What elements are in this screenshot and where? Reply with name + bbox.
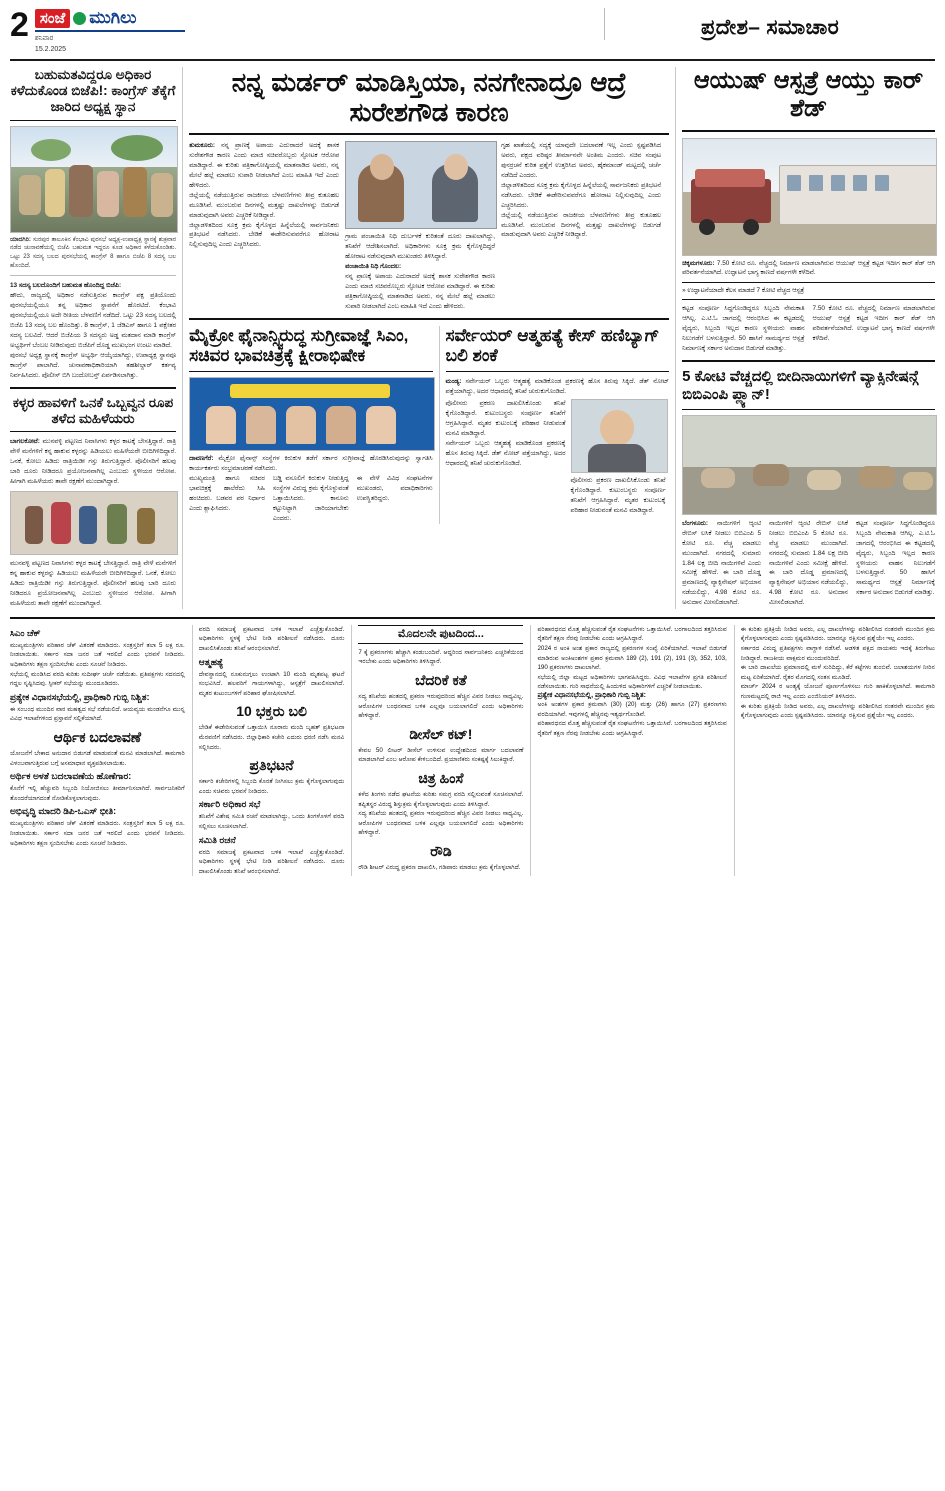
mid-right-c2b: ಪೊಲೀಸರು ಪ್ರಕರಣ ದಾಖಲಿಸಿಕೊಂಡು ತನಿಖೆ ಕೈಗೊಂಡಿದ್ದಾರೆ. ಕುಟುಂಬಸ್ಥರು ಸಂಪೂರ್ಣ ತನಿಖೆಗೆ ಆಗ್ರಹಿಸಿದ್ದಾರೆ. ಮೃತರ ಕುಟುಂಬಕ್ಕೆ ಪರಿಹಾರ ನೀಡುವಂತೆ ಮನವಿ ಮಾಡಿದ್ದಾರೆ. (570, 477, 666, 514)
main-col-1 (189, 141, 339, 311)
masthead-rule (35, 30, 185, 32)
photo-kembhavi-crowd (10, 126, 178, 233)
bottom-4-body-3: ಅಂಕಿ ಅಂಶಗಳ ಪ್ರಕಾರ ಕ್ರಮವಾಗಿ (30) (20) ಮತ್ತು (26) ಹಾಗೂ (27) ಪ್ರಕರಣಗಳು ವರದಿಯಾಗಿವೆ. ಇವುಗಳಲ್ಲಿ ಹೆಚ್ಚಿನವು ಇತ್ಯರ್ಥಗೊಂಡಿವೆ. (537, 700, 727, 718)
bottom-col-3-continued (351, 625, 523, 877)
right-lead (682, 259, 935, 279)
divider (10, 275, 176, 276)
bottom-2-body-5: ವರದಿ ಸಮಾಜಕ್ಕೆ ಪ್ರಕಟವಾದ ಬಳಿಕ ಇಲಾಖೆ ಎಚ್ಚೆತ್ತುಕೊಂಡಿದೆ. ಅಧಿಕಾರಿಗಳು ಸ್ಥಳಕ್ಕೆ ಭೇಟಿ ನೀಡಿ ಪರಿಶೀಲನೆ ನಡೆಸಿದರು. ದೂರು ದಾಖಲಿಸಿಕೊಂಡು ತನಿಖೆ ಆರಂಭಿಸಲಾಗಿದೆ. (198, 848, 345, 875)
right-headline: ಆಯುಷ್ ಆಸ್ಪತ್ರೆ ಆಯ್ತು ಕಾರ್ ಶೆಡ್ (693, 66, 924, 123)
bottom-4-body-0: ಪರಿಹಾರಧನದ ಮೊತ್ತ ಹೆಚ್ಚಿಸುವಂತೆ ರೈತ ಸಂಘಟನೆಗಳು ಒತ್ತಾಯಿಸಿವೆ. ಬರಗಾಲದಿಂದ ತತ್ತರಿಸಿರುವ ರೈತರಿಗೆ ತಕ್ಷಣ ನೆರವು ನೀಡಬೇಕು ಎಂದು ಆಗ್ರಹಿಸಿದ್ದಾರೆ. (537, 625, 727, 643)
mid-right-c1: ಸರ್ವೇಯರ್ ಒಬ್ಬರು ಆತ್ಮಹತ್ಯೆ ಮಾಡಿಕೊಂಡ ಪ್ರಕರಣಕ್ಕೆ ಹೊಸ ತಿರುವು ಸಿಕ್ಕಿದೆ. ಡೆತ್ ನೋಟ್ ಪತ್ತೆಯಾಗಿದ್ದು, ಅದರ ಆಧಾರದಲ್ಲಿ ತನಿಖೆ ಚುರುಕುಗೊಂಡಿದೆ. (445, 378, 670, 396)
continued-head-2: ಚಿತ್ರ ಹಿಂಸೆ (418, 769, 464, 786)
mid-left-story (189, 326, 432, 524)
bottom-2-body-0: ವರದಿ ಸಮಾಜಕ್ಕೆ ಪ್ರಕಟವಾದ ಬಳಿಕ ಇಲಾಖೆ ಎಚ್ಚೆತ್ತುಕೊಂಡಿದೆ. ಅಧಿಕಾರಿಗಳು ಸ್ಥಳಕ್ಕೆ ಭೇಟಿ ನೀಡಿ ಪರಿಶೀಲನೆ ನಡೆಸಿದರು. ದೂರು ದಾಖಲಿಸಿಕೊಂಡು ತನಿಖೆ ಆರಂಭಿಸಲಾಗಿದೆ. (198, 625, 345, 652)
right-body-2b: 7.50 ಕೋಟಿ ರೂ. ವೆಚ್ಚದಲ್ಲಿ ನಿರ್ಮಾಣ ಮಾಡಲಾಗಿರುವ ಆಯುಷ್ ಆಸ್ಪತ್ರೆ ಕಟ್ಟಡ ಇದೀಗ ಕಾರ್ ಶೆಡ್ ಆಗಿ ಪರಿವರ್ತನೆಯಾಗಿದೆ. ಉದ್ಘಾಟನೆ ಭಾಗ್ಯ ಕಾಣದೆ ವರ್ಷಗಳೇ ಕಳೆದಿವೆ. (812, 305, 935, 343)
main-para-4: ನನ್ನ ಪ್ರಾಣಕ್ಕೆ ಅಪಾಯ ಎದುರಾದರೆ ಅದಕ್ಕೆ ಶಾಸಕ ಸುರೇಶಗೌಡ ಕಾರಣ ಎಂದು ಮಾಜಿ ಸಚಿವರೊಬ್ಬರು ಸ್ಫೋಟಕ ಆರೋಪ ಮಾಡಿದ್ದಾರೆ. ಈ ಕುರಿತು ಪತ್ರಿಕಾಗೋಷ್ಠಿಯಲ್ಲಿ ಮಾತನಾಡಿದ ಅವರು, ನನ್ನ ಮೇಲೆ ಹಲ್ಲೆ ಮಾಡಲು ಸುಪಾರಿ ನೀಡಲಾಗಿದೆ ಎಂಬ ಮಾಹಿತಿ ಇದೆ ಎಂದು ಹೇಳಿದರು. (345, 272, 496, 310)
mid-right-body (446, 399, 670, 516)
bottom-col-2 (192, 625, 345, 877)
bottom-2-body-2: ಬೇಡಿಕೆ ಈಡೇರಿಸುವಂತೆ ಒತ್ತಾಯಿಸಿ ನೂರಾರು ಮಂದಿ ಬೃಹತ್ ಪ್ರತಿಭಟನಾ ಮೆರವಣಿಗೆ ನಡೆಸಿದರು. ಜಿಲ್ಲಾಧಿಕಾರಿ ಕಚೇರಿ ಎದುರು ಧರಣಿ ನಡೆಸಿ ಮನವಿ ಸಲ್ಲಿಸಿದರು. (198, 724, 345, 751)
main-dateline: ತುಮಕೂರು: (189, 142, 216, 150)
logo-dot-icon (73, 12, 86, 25)
continued-body-2: ಕಳೆದ ತಿಂಗಳು ನಡೆದ ಘಟನೆಯ ಕುರಿತು ಸಮಗ್ರ ವರದಿ ಸಲ್ಲಿಸುವಂತೆ ಸೂಚಿಸಲಾಗಿದೆ. ತಪ್ಪಿತಸ್ಥರ ವಿರುದ್ಧ ಶಿಸ್ತುಕ್ರಮ ಕೈಗೊಳ್ಳಲಾಗುವುದು ಎಂದು ತಿಳಿಸಿದ್ದಾರೆ. (358, 790, 524, 808)
photo-ayush-hospital (682, 138, 937, 256)
logo-mugilu: ಮುಗಿಲು (89, 8, 137, 27)
divider (189, 133, 669, 135)
center-column (182, 67, 669, 609)
bottom-col-5 (734, 625, 935, 877)
bottom-1-body-1: ಈ ಸಂಬಂಧ ಮುಂದಿನ ವಾರ ಮಹತ್ವದ ಸಭೆ ನಡೆಯಲಿದೆ. ಆಯವ್ಯಯ ಮಂಡನೆಗೂ ಮುನ್ನ ವಿವಿಧ ಇಲಾಖೆಗಳಿಂದ ಪ್ರಸ್ತಾವನೆ ಸಲ್ಲಿಕೆಯಾಗಿದೆ. (10, 705, 185, 723)
mid-left-c2: ಮುಖ್ಯಮಂತ್ರಿ ಹಾಗೂ ಸಚಿವರ ಭಾವಚಿತ್ರಕ್ಕೆ ಹಾಲೆರೆದು ಸಿಹಿ ಹಂಚಿದರು. ಬಡವರ ಪರ ನಿರ್ಧಾರ ಎಂದು ಶ್ಲಾಘಿಸಿದರು. (189, 475, 265, 512)
main-para-5: ಗೃಹ ಖಾತೆಯಲ್ಲಿ ಸದ್ಯಕ್ಕೆ ಯಾವುದೇ ಬದಲಾವಣೆ ಇಲ್ಲ ಎಂದು ಸ್ಪಷ್ಟಪಡಿಸಿದ ಅವರು, ಪಕ್ಷದ ವರಿಷ್ಠರ ತೀರ್ಮಾನವೇ ಅಂತಿಮ ಎಂದರು. ಸಚಿವ ಸಂಪುಟ ಪುನರ್ರಚನೆ ಕುರಿತ ಪ್ರಶ್ನೆಗೆ ಉತ್ತರಿಸಿದ ಅವರು, ಹೈಕಮಾಂಡ್ ಮಟ್ಟದಲ್ಲಿ ಚರ್ಚೆ ನಡೆದಿದೆ ಎಂದರು. (501, 142, 662, 179)
mid-row (189, 326, 669, 524)
bottom-2-head-3: ಸರ್ಕಾರಿ ಅಧಿಕಾರ ಸಭೆ (198, 799, 261, 810)
right-body-2: ಕಟ್ಟಡ ಸಂಪೂರ್ಣ ಸಿದ್ಧಗೊಂಡಿದ್ದರೂ ಸಿಬ್ಬಂದಿ ನೇಮಕಾತಿ ಆಗಿಲ್ಲ. ಎ.ಟಿ.ಓ ಜಾಗದಲ್ಲಿ ಆರಂಭಿಸಿದ ಈ ಕಟ್ಟಡದಲ್ಲಿ ವೈದ್ಯರು, ಸಿಬ್ಬಂದಿ ಇಲ್ಲದ ಕಾರಣ ಸ್ಥಳೀಯರು ವಾಹನ ನಿಲುಗಡೆಗೆ ಬಳಸುತ್ತಿದ್ದಾರೆ. 50 ಹಾಸಿಗೆ ಸಾಮರ್ಥ್ಯದ ಆಸ್ಪತ್ರೆ ನಿರ್ಮಾಣಕ್ಕೆ ಸರ್ಕಾರ ಅನುದಾನ ಬಿಡುಗಡೆ ಮಾಡಿತ್ತು. (682, 305, 805, 352)
mid-left-columns (189, 474, 432, 524)
bottom-4-body-4: ಪರಿಹಾರಧನದ ಮೊತ್ತ ಹೆಚ್ಚಿಸುವಂತೆ ರೈತ ಸಂಘಟನೆಗಳು ಒತ್ತಾಯಿಸಿವೆ. ಬರಗಾಲದಿಂದ ತತ್ತರಿಸಿರುವ ರೈತರಿಗೆ ತಕ್ಷಣ ನೆರವು ನೀಡಬೇಕು ಎಂದು ಆಗ್ರಹಿಸಿದ್ದಾರೆ. (537, 720, 727, 737)
divider (189, 371, 432, 372)
photo-street-dogs (682, 415, 937, 515)
right-headline-2: 5 ಕೋಟಿ ವೆಚ್ಚದಲ್ಲಿ ಬೀದಿನಾಯಿಗಳಿಗೆ ವ್ಯಾಕ್ಸಿನೇಷನ್ಗೆ ಬಿಬಿಎಂಪಿ ಪ್ಲ್ಯಾನ್! (682, 367, 919, 403)
edition-label: ಶನಿವಾರ (34, 35, 54, 42)
mid-right-c2: ಪೊಲೀಸರು ಪ್ರಕರಣ ದಾಖಲಿಸಿಕೊಂಡು ತನಿಖೆ ಕೈಗೊಂಡಿದ್ದಾರೆ. ಕುಟುಂಬಸ್ಥರು ಸಂಪೂರ್ಣ ತನಿಖೆಗೆ ಆಗ್ರಹಿಸಿದ್ದಾರೆ. ಮೃತರ ಕುಟುಂಬಕ್ಕೆ ಪರಿಹಾರ ನೀಡುವಂತೆ ಮನವಿ ಮಾಡಿದ್ದಾರೆ. (445, 400, 566, 437)
left-body-3 (10, 437, 176, 487)
continued-title: ಮೊದಲನೇ ಪುಟದಿಂದ... (358, 625, 523, 644)
bottom-col-1 (10, 625, 185, 877)
mid-left-c3: ಬಡ್ಡಿ ವಸೂಲಿಗೆ ಕಿರುಕುಳ ನೀಡುತ್ತಿದ್ದ ಸಂಸ್ಥೆಗಳ ವಿರುದ್ಧ ಕ್ರಮ ಕೈಗೊಳ್ಳುವಂತೆ ಒತ್ತಾಯಿಸಿದರು. ಕಾನೂನು ಕಟ್ಟುನಿಟ್ಟಾಗಿ ಜಾರಿಯಾಗಬೇಕು ಎಂದರು. (272, 475, 349, 522)
continued-body-1: ಕೇವಲ 50 ಲೀಟರ್ ಡೀಸೆಲ್ ಉಳಿಸುವ ಉದ್ದೇಶದಿಂದ ಮಾರ್ಗ ಬದಲಾವಣೆ ಮಾಡಲಾಗಿದೆ ಎಂಬ ಆರೋಪ ಕೇಳಿಬಂದಿದೆ. ಪ್ರಯಾಣಿಕರು ಸಂಕಷ್ಟಕ್ಕೆ ಸಿಲುಕಿದ್ದಾರೆ. (358, 746, 524, 764)
photo-politicians (345, 141, 497, 229)
continued-body-3: ರೌಡಿ ಶೀಟರ್ ವಿರುದ್ಧ ಪ್ರಕರಣ ದಾಖಲಿಸಿ, ಗಡಿಪಾರು ಮಾಡಲು ಕ್ರಮ ಕೈಗೊಳ್ಳಲಾಗಿದೆ. (358, 863, 521, 871)
left-body-4: ಮುನವಳ್ಳಿ ಪಟ್ಟಣದ ನಿವಾಸಿಗಳು ಕಳ್ಳರ ಕಾಟಕ್ಕೆ ಬೇಸತ್ತಿದ್ದಾರೆ. ರಾತ್ರಿ ವೇಳೆ ಮನೆಗಳಿಗೆ ಕನ್ನ ಹಾಕುವ ಕಳ್ಳರನ್ನು ಹಿಡಿಯಲು ಮಹಿಳೆಯರೇ ಬೀದಿಗಿಳಿದಿದ್ದಾರೆ. ಒನಕೆ, ಕೋಲು ಹಿಡಿದು ರಾತ್ರಿಯಿಡೀ ಗಸ್ತು ತಿರುಗುತ್ತಿದ್ದಾರೆ. ಪೊಲೀಸರಿಗೆ ಹಲವು ಬಾರಿ ದೂರು ನೀಡಿದರೂ ಪ್ರಯೋಜನವಾಗಿಲ್ಲ ಎಂಬುದು ಸ್ಥಳೀಯರ ಆರೋಪ. ಹೀಗಾಗಿ ಮಹಿಳೆಯರು ತಾವೇ ರಕ್ಷಣೆಗೆ ಮುಂದಾಗಿದ್ದಾರೆ. (10, 560, 177, 607)
bottom-1-body-4: ಮುಖ್ಯಮಂತ್ರಿಗಳು ಪರಿಹಾರ ಚೆಕ್ ವಿತರಣೆ ಮಾಡಿದರು. ಸಂತ್ರಸ್ತರಿಗೆ ತಲಾ 5 ಲಕ್ಷ ರೂ. ನೀಡಲಾಯಿತು. ಸರ್ಕಾರ ಸದಾ ಜನರ ಜತೆ ಇರಲಿದೆ ಎಂದು ಭರವಸೆ ನೀಡಿದರು. ಅಧಿಕಾರಿಗಳು ತಕ್ಷಣ ಸ್ಪಂದಿಸಬೇಕು ಎಂದು ಸೂಚನೆ ನೀಡಿದರು. (10, 820, 185, 847)
left-photo-caption (10, 236, 176, 271)
bottom-5-body-1: ಸರ್ಕಾರದ ವಿರುದ್ಧ ಪ್ರತಿಪಕ್ಷಗಳು ವಾಗ್ದಾಳಿ ನಡೆಸಿವೆ. ಆಡಳಿತ ಪಕ್ಷದ ನಾಯಕರು ಇದಕ್ಕೆ ತಿರುಗೇಟು ನೀಡಿದ್ದಾರೆ. ರಾಜಕೀಯ ವಾಕ್ಸಮರ ಮುಂದುವರಿದಿದೆ. (740, 644, 935, 662)
bottom-2-body-1: ದೇವಸ್ಥಾನದಲ್ಲಿ ನೂಕುನುಗ್ಗಲು ಉಂಟಾಗಿ 10 ಮಂದಿ ಮೃತಪಟ್ಟ ಘಟನೆ ಸಂಭವಿಸಿದೆ. ಹಲವರಿಗೆ ಗಾಯಗಳಾಗಿದ್ದು, ಆಸ್ಪತ್ರೆಗೆ ದಾಖಲಿಸಲಾಗಿದೆ. ಮೃತರ ಕುಟುಂಬಗಳಿಗೆ ಪರಿಹಾರ ಘೋಷಿಸಲಾಗಿದೆ. (198, 670, 345, 697)
bottom-col-4 (530, 625, 726, 877)
right-body-3-columns (682, 519, 935, 608)
mid-right-headline: ಸರ್ವೇಯರ್ ಆತ್ಮಹತ್ಯೆ ಕೇಸ್ ಹಣಿಬ್ಯಾಗ್ ಬಲಿ ಶಂಕೆ (445, 325, 660, 365)
main-story-body (189, 141, 669, 311)
masthead-right (604, 8, 935, 40)
masthead-left (10, 8, 210, 55)
divider (682, 360, 935, 362)
continued-head-3: ರೌಡಿ (430, 842, 452, 859)
bottom-5-body-2: ಈ ಬಾರಿ ದಾಖಲೆಯ ಪ್ರಮಾಣದಲ್ಲಿ ಮಳೆ ಸುರಿದಿದ್ದು, ಕೆರೆ ಕಟ್ಟೆಗಳು ತುಂಬಿವೆ. ಜಲಾಶಯಗಳ ನೀರಿನ ಮಟ್ಟ ಏರಿಕೆಯಾಗಿದೆ. ರೈತರ ಮೊಗದಲ್ಲಿ ಸಂತಸ ಮೂಡಿದೆ. (740, 664, 935, 681)
main-headline: ನನ್ನ ಮರ್ಡರ್ ಮಾಡಿಸ್ತಿಯಾ, ನನಗೇನಾದ್ರೂ ಆದ್ರೆ ಸುರೇಶಗೌಡ ಕಾರಣ (231, 66, 627, 128)
logo-block (35, 8, 185, 55)
photo-surveyor-portrait (571, 399, 668, 473)
bottom-5-body-4: ಈ ಕುರಿತು ಪ್ರತಿಕ್ರಿಯೆ ನೀಡಿದ ಅವರು, ಎಲ್ಲ ದಾಖಲೆಗಳನ್ನು ಪರಿಶೀಲಿಸಿದ ನಂತರವೇ ಮುಂದಿನ ಕ್ರಮ ಕೈಗೊಳ್ಳಲಾಗುವುದು ಎಂದು ಸ್ಪಷ್ಟಪಡಿಸಿದರು. ಯಾರನ್ನೂ ರಕ್ಷಿಸುವ ಪ್ರಶ್ನೆಯೇ ಇಲ್ಲ ಎಂದರು. (740, 702, 935, 720)
main-sub-label: ಪಂಚಾಯಿತಿ ನಿಧಿ ಗೊಂದಲ: (345, 262, 402, 270)
bottom-4-kicker: ಪ್ರತ್ಯೇಕ ವಿಧಾನಸಭೆಯಲ್ಲಿ, ಪ್ರಾಧಿಕಾರಿ ಗುಬ್ಬಿ ನಿಶ್ಚಿತ: (537, 691, 646, 699)
left-subhead (10, 281, 176, 291)
left-column (10, 67, 176, 609)
mid-right-photo-col (571, 399, 666, 516)
left-body-1: ಹೌದು, ರಾಜ್ಯದಲ್ಲಿ ಅಧಿಕಾರ ನಡೆಸುತ್ತಿರುವ ಕಾಂಗ್ರೆಸ್ ಪಕ್ಷ ಪ್ರತಿಯೊಂದು ಪುರಸಭೆಯಲ್ಲಿಯೂ ತನ್ನ ಅಧಿಕಾರ ಸ್ಥಾಪನೆಗೆ ಹೊರಟಿದೆ. ಕೆಂಭಾವಿ ಪುರಸಭೆಯಲ್ಲಿಯೂ ಅದೇ ರೀತಿಯ ಬೆಳವಣಿಗೆ ನಡೆದಿದೆ. ಒಟ್ಟು 23 ಸದಸ್ಯ ಬಲದಲ್ಲಿ ಬಿಜೆಪಿ 13 ಸದಸ್ಯ ಬಲ ಹೊಂದಿತ್ತು. 8 ಕಾಂಗ್ರೆಸ್, 1 ಜೆಡಿಎಸ್ ಹಾಗೂ 1 ಪಕ್ಷೇತರ ಸದಸ್ಯ ಬಲವಿದೆ. ಆದರೆ ಬಿಜೆಪಿಯ 3 ಸದಸ್ಯರು ಅಡ್ಡ ಮತದಾನ ಮಾಡಿ ಕಾಂಗ್ರೆಸ್ ಅಭ್ಯರ್ಥಿಗೆ ಬೆಂಬಲ ನೀಡಿರುವುದು ಬಿಜೆಪಿಗೆ ದೊಡ್ಡ ಮುಖಭಂಗ ಉಂಟು ಮಾಡಿದೆ. (10, 292, 177, 349)
bottom-1-head-0: ಸಿಎಂ ಚೆಕ್ (10, 627, 41, 638)
mid-right-lead (446, 377, 670, 397)
left-body-2: ಪುರಸಭೆ ಅಧ್ಯಕ್ಷ ಸ್ಥಾನಕ್ಕೆ ಕಾಂಗ್ರೆಸ್ ಅಭ್ಯರ್ಥಿ ಆಯ್ಕೆಯಾಗಿದ್ದು, ಉಪಾಧ್ಯಕ್ಷ ಸ್ಥಾನವೂ ಕಾಂಗ್ರೆಸ್ ಪಾಲಾಗಿದೆ. ಚುನಾವಣಾಧಿಕಾರಿಯಾಗಿ ತಹಶೀಲ್ದಾರ್ ಕರ್ತವ್ಯ ನಿರ್ವಹಿಸಿದರು. ಪೊಲೀಸ್ ಬಿಗಿ ಬಂದೋಬಸ್ತ್ ಏರ್ಪಡಿಸಲಾಗಿತ್ತು. (10, 351, 177, 379)
right-body-1: 7.50 ಕೋಟಿ ರೂ. ವೆಚ್ಚದಲ್ಲಿ ನಿರ್ಮಾಣ ಮಾಡಲಾಗಿರುವ ಆಯುಷ್ ಆಸ್ಪತ್ರೆ ಕಟ್ಟಡ ಇದೀಗ ಕಾರ್ ಶೆಡ್ ಆಗಿ ಪರಿವರ್ತನೆಯಾಗಿದೆ. ಉದ್ಘಾಟನೆ ಭಾಗ್ಯ ಕಾಣದೆ ವರ್ಷಗಳೇ ಕಳೆದಿವೆ. (682, 259, 936, 277)
logo-row (35, 8, 185, 28)
divider (10, 387, 176, 389)
main-para-7: ಜಿಲ್ಲೆಯಲ್ಲಿ ನಡೆಯುತ್ತಿರುವ ರಾಜಕೀಯ ಬೆಳವಣಿಗೆಗಳು ತೀವ್ರ ಕುತೂಹಲ ಮೂಡಿಸಿವೆ. ಮುಂಬರುವ ದಿನಗಳಲ್ಲಿ ಮತ್ತಷ್ಟು ದಾಖಲೆಗಳನ್ನು ಬಿಡುಗಡೆ ಮಾಡುವುದಾಗಿ ಅವರು ಎಚ್ಚರಿಕೆ ನೀಡಿದ್ದಾರೆ. (501, 211, 662, 239)
main-para-6: ಜಿಲ್ಲಾಡಳಿತದಿಂದ ಸೂಕ್ತ ಕ್ರಮ ಕೈಗೊಳ್ಳದ ಹಿನ್ನೆಲೆಯಲ್ಲಿ ಸಾರ್ವಜನಿಕರು ಪ್ರತಿಭಟನೆ ನಡೆಸಿದರು. ಬೇಡಿಕೆ ಈಡೇರಿಸುವವರೆಗೂ ಹೋರಾಟ ನಿಲ್ಲಿಸುವುದಿಲ್ಲ ಎಂದು ಎಚ್ಚರಿಸಿದರು. (501, 181, 662, 209)
right-bullet: » ಉದ್ಘಾಟನೆಯಾದೇ ಕೆಲಸ ಮಾಡದೆ 7 ಕೋಟಿ ವೆಚ್ಚದ ಆಸ್ಪತ್ರೆ (682, 282, 935, 300)
photo-women-patrol (10, 491, 178, 555)
right-body-columns (682, 304, 935, 354)
top-area (10, 67, 935, 609)
right-dateline: ಚಿಕ್ಕಮಗಳೂರು: (682, 259, 715, 267)
continued-body-2b: ಸದ್ಯ ತನಿಖೆಯ ಹಂತದಲ್ಲಿ ಪ್ರಕರಣ ಇರುವುದರಿಂದ ಹೆಚ್ಚಿನ ವಿವರ ನೀಡಲು ಸಾಧ್ಯವಿಲ್ಲ. ಆರೋಪಿಗಳ ಬಂಧನವಾದ ಬಳಿಕ ಎಲ್ಲವೂ ಬಯಲಾಗಲಿದೆ ಎಂದು ಅಧಿಕಾರಿಗಳು ಹೇಳಿದ್ದಾರೆ. (358, 810, 524, 837)
main-col-2 (345, 141, 495, 311)
bottom-2-body-4: ತನಿಖೆಗೆ ವಿಶೇಷ ಸಮಿತಿ ರಚನೆ ಮಾಡಲಾಗಿದ್ದು, ಒಂದು ತಿಂಗಳೊಳಗೆ ವರದಿ ಸಲ್ಲಿಸಲು ಸೂಚಿಸಲಾಗಿದೆ. (198, 813, 345, 830)
mid-left-dateline-para (189, 454, 432, 474)
bottom-1-head-3: ಅರ್ಥಿಕ ಅಳತೆ ಬದಲಾವಣೆಯ ಹೊಣೆಗಾರ: (10, 771, 132, 782)
mid-right-c1b: ಸರ್ವೇಯರ್ ಒಬ್ಬರು ಆತ್ಮಹತ್ಯೆ ಮಾಡಿಕೊಂಡ ಪ್ರಕರಣಕ್ಕೆ ಹೊಸ ತಿರುವು ಸಿಕ್ಕಿದೆ. ಡೆತ್ ನೋಟ್ ಪತ್ತೆಯಾಗಿದ್ದು, ಅದರ ಆಧಾರದಲ್ಲಿ ತನಿಖೆ ಚುರುಕುಗೊಂಡಿದೆ. (445, 439, 566, 467)
logo-sanje: ಸಂಜೆ (35, 9, 70, 28)
bottom-zone (10, 617, 935, 877)
main-para-2b: ಜಿಲ್ಲಾಡಳಿತದಿಂದ ಸೂಕ್ತ ಕ್ರಮ ಕೈಗೊಳ್ಳದ ಹಿನ್ನೆಲೆಯಲ್ಲಿ ಸಾರ್ವಜನಿಕರು ಪ್ರತಿಭಟನೆ ನಡೆಸಿದರು. ಬೇಡಿಕೆ ಈಡೇರಿಸುವವರೆಗೂ ಹೋರಾಟ ನಿಲ್ಲಿಸುವುದಿಲ್ಲ ಎಂದು ಎಚ್ಚರಿಸಿದರು. (189, 221, 340, 249)
main-para-3: ಗ್ರಾಮ ಪಂಚಾಯಿತಿ ನಿಧಿ ದುರ್ಬಳಕೆ ಕುರಿತಂತೆ ದೂರು ದಾಖಲಾಗಿದ್ದು, ತನಿಖೆಗೆ ಆದೇಶಿಸಲಾಗಿದೆ. ಅಧಿಕಾರಿಗಳು ಸೂಕ್ತ ಕ್ರಮ ಕೈಗೊಳ್ಳದಿದ್ದರೆ ಹೋರಾಟ ನಡೆಸುವುದಾಗಿ ಮುಖಂಡರು ತಿಳಿಸಿದ್ದಾರೆ. (345, 233, 496, 261)
caption-dateline: ಯಾದಗಿರಿ: (10, 236, 31, 243)
bottom-1-body-0: ಮುಖ್ಯಮಂತ್ರಿಗಳು ಪರಿಹಾರ ಚೆಕ್ ವಿತರಣೆ ಮಾಡಿದರು. ಸಂತ್ರಸ್ತರಿಗೆ ತಲಾ 5 ಲಕ್ಷ ರೂ. ನೀಡಲಾಯಿತು. ಸರ್ಕಾರ ಸದಾ ಜನರ ಜತೆ ಇರಲಿದೆ ಎಂದು ಭರವಸೆ ನೀಡಿದರು. ಅಧಿಕಾರಿಗಳು ತಕ್ಷಣ ಸ್ಪಂದಿಸಬೇಕು ಎಂದು ಸೂಚನೆ ನೀಡಿದರು. (10, 641, 185, 668)
main-col-3 (501, 141, 661, 311)
mid-left-c1: ಮೈಕ್ರೋ ಫೈನಾನ್ಸ್ ಸಂಸ್ಥೆಗಳ ಕಿರುಕುಳ ತಡೆಗೆ ಸರ್ಕಾರ ಸುಗ್ರೀವಾಜ್ಞೆ ಹೊರಡಿಸಿರುವುದನ್ನು ಸ್ವಾಗತಿಸಿ ಕಾರ್ಯಕರ್ತರು ಸಂಭ್ರಮಾಚರಣೆ ನಡೆಸಿದರು. (189, 455, 433, 473)
page-number: 2 (10, 6, 29, 44)
edition-date: 15.2.2025 (34, 46, 67, 54)
right-body-3c: ಕಟ್ಟಡ ಸಂಪೂರ್ಣ ಸಿದ್ಧಗೊಂಡಿದ್ದರೂ ಸಿಬ್ಬಂದಿ ನೇಮಕಾತಿ ಆಗಿಲ್ಲ. ಎ.ಟಿ.ಓ ಜಾಗದಲ್ಲಿ ಆರಂಭಿಸಿದ ಈ ಕಟ್ಟಡದಲ್ಲಿ ವೈದ್ಯರು, ಸಿಬ್ಬಂದಿ ಇಲ್ಲದ ಕಾರಣ ಸ್ಥಳೀಯರು ವಾಹನ ನಿಲುಗಡೆಗೆ ಬಳಸುತ್ತಿದ್ದಾರೆ. 50 ಹಾಸಿಗೆ ಸಾಮರ್ಥ್ಯದ ಆಸ್ಪತ್ರೆ ನಿರ್ಮಾಣಕ್ಕೆ ಸರ್ಕಾರ ಅನುದಾನ ಬಿಡುಗಡೆ ಮಾಡಿತ್ತು. (856, 519, 935, 597)
bottom-1-head-1: ಪ್ರತ್ಯೇಕ ವಿಧಾನಸಭೆಯಲ್ಲಿ, ಪ್ರಾಧಿಕಾರಿ ಗುಬ್ಬಿ ನಿಶ್ಚಿತ: (10, 691, 150, 702)
left-headline: ಬಹುಮತವಿದ್ದರೂ ಅಧಿಕಾರ ಕಳೆದುಕೊಂಡ ಬಿಜೆಪಿ!: ಕಾಂಗ್ರೆಸ್ ತೆಕ್ಕೆಗೆ ಜಾರಿದ ಅಧ್ಯಕ್ಷ ಸ್ಥಾನ (10, 66, 176, 114)
mid-left-headline: ಮೈಕ್ರೋ ಫೈನಾನ್ಸ್ವಿರುದ್ಧ ಸುಗ್ರೀವಾಜ್ಞೆ ಸಿಎಂ, ಸಚಿವರ ಭಾವಚಿತ್ರಕ್ಕೆ ಕ್ಷೀರಾಭಿಷೇಕ (189, 325, 409, 365)
bottom-5-body-0: ಈ ಕುರಿತು ಪ್ರತಿಕ್ರಿಯೆ ನೀಡಿದ ಅವರು, ಎಲ್ಲ ದಾಖಲೆಗಳನ್ನು ಪರಿಶೀಲಿಸಿದ ನಂತರವೇ ಮುಂದಿನ ಕ್ರಮ ಕೈಗೊಳ್ಳಲಾಗುವುದು ಎಂದು ಸ್ಪಷ್ಟಪಡಿಸಿದರು. ಯಾರನ್ನೂ ರಕ್ಷಿಸುವ ಪ್ರಶ್ನೆಯೇ ಇಲ್ಲ ಎಂದರು. (740, 625, 935, 643)
continued-head-1: ಡೀಸೆಲ್ ಕಟ್! (409, 725, 473, 742)
caption-text: ಸುರಪುರ ತಾಲೂಕಿನ ಕೆಂಭಾವಿ ಪುರಸಭೆ ಅಧ್ಯಕ್ಷ-ಉಪಾಧ್ಯಕ್ಷ ಸ್ಥಾನಕ್ಕೆ ಶುಕ್ರವಾರ ನಡೆದ ಚುನಾವಣೆಯಲ್ಲಿ ಬಿಜೆಪಿ ಬಹುಮತ ಇದ್ದರೂ ಕೂಡ ಅಧಿಕಾರ ಕಳೆದುಕೊಂಡಿತು. ಒಟ್ಟು 23 ಸದಸ್ಯ ಬಲದ ಪುರಸಭೆಯಲ್ಲಿ ಕಾಂಗ್ರೆಸ್ 8 ಹಾಗೂ ಬಿಜೆಪಿ 8 ಸದಸ್ಯ ಬಲ ಹೊಂದಿದೆ. (10, 236, 177, 269)
bottom-1-body-2: ಯೋಜನೆಗೆ ಬೇಕಾದ ಅನುದಾನ ಬಿಡುಗಡೆ ಮಾಡುವಂತೆ ಮನವಿ ಮಾಡಲಾಗಿದೆ. ಕಾಮಗಾರಿ ವಿಳಂಬವಾಗುತ್ತಿರುವ ಬಗ್ಗೆ ಅಸಮಾಧಾನ ವ್ಯಕ್ತಪಡಿಸಲಾಯಿತು. (10, 749, 185, 767)
left-headline-2: ಕಳ್ಳರ ಹಾವಳಿಗೆ ಒನಕೆ ಒಬ್ಬವ್ವನ ರೂಪ ತಳೆದ ಮಹಿಳೆಯರು (12, 394, 174, 426)
bottom-2-body-3: ಸರ್ಕಾರಿ ಕಚೇರಿಗಳಲ್ಲಿ ಸಿಬ್ಬಂದಿ ಕೊರತೆ ನೀಗಿಸಲು ಕ್ರಮ ಕೈಗೊಳ್ಳಲಾಗುವುದು ಎಂದು ಸಚಿವರು ಭರವಸೆ ನೀಡಿದರು. (198, 778, 345, 795)
right-body-3-text: ನಾಯಿಗಳಿಗೆ ಆ್ಯಂಟಿ ರೇಬಿಸ್ ಲಸಿಕೆ ನೀಡಲು ಬಿಬಿಎಂಪಿ 5 ಕೋಟಿ ರೂ. ವೆಚ್ಚ ಮಾಡಲು ಮುಂದಾಗಿದೆ. ನಗರದಲ್ಲಿ ಸುಮಾರು 1.84 ಲಕ್ಷ ಬೀದಿ ನಾಯಿಗಳಿವೆ ಎಂದು ಸಮೀಕ್ಷೆ ಹೇಳಿದೆ. ಈ ಬಾರಿ ದೊಡ್ಡ ಪ್ರಮಾಣದಲ್ಲಿ ವ್ಯಾಕ್ಸಿನೇಷನ್ ಅಭಿಯಾನ ನಡೆಯಲಿದ್ದು, 4.98 ಕೋಟಿ ರೂ. ಅನುದಾನ ಮೀಸಲಿಡಲಾಗಿದೆ. (682, 519, 762, 607)
left-dateline-2: ಬಾಗಲಕೋಟೆ: (10, 438, 40, 446)
divider (682, 409, 935, 410)
bottom-2-head-1: 10 ಭಕ್ತರು ಬಲಿ (236, 703, 307, 720)
main-sub-1 (345, 262, 495, 272)
right-column (675, 67, 935, 609)
mid-left-dateline: ದಾವಣಗೆರೆ: (189, 455, 214, 463)
right-body-3 (682, 519, 761, 608)
main-para-1 (189, 141, 339, 191)
mid-right-text-col (446, 399, 566, 516)
bottom-4-body-2: ಸಭೆಯಲ್ಲಿ ಜಿಲ್ಲಾ ಮಟ್ಟದ ಅಧಿಕಾರಿಗಳು ಭಾಗವಹಿಸಿದ್ದರು. ವಿವಿಧ ಇಲಾಖೆಗಳ ಪ್ರಗತಿ ಪರಿಶೀಲನೆ ನಡೆಸಲಾಯಿತು. ಗುರಿ ಸಾಧನೆಯಲ್ಲಿ ಹಿಂದುಳಿದ ಅಧಿಕಾರಿಗಳಿಗೆ ಎಚ್ಚರಿಕೆ ನೀಡಲಾಯಿತು. (537, 673, 727, 691)
mid-right-dateline: ಮಂಡ್ಯ: (445, 378, 462, 386)
bottom-2-head-0: ಆತ್ಮಹತ್ಯೆ (198, 656, 224, 667)
bottom-1-head-2: ಆರ್ಥಿಕ ಬದಲಾವಣೆ (53, 728, 142, 745)
bottom-1-body-3: ಕೊನೆಗೆ ಇಲ್ಲಿ ಹೆಚ್ಚುವರಿ ಸಿಬ್ಬಂದಿ ನಿಯೋಜಿಸಲು ತೀರ್ಮಾನಿಸಲಾಗಿದೆ. ಸಾರ್ವಜನಿಕರಿಗೆ ತೊಂದರೆಯಾಗದಂತೆ ನೋಡಿಕೊಳ್ಳಲಾಗುವುದು. (10, 785, 185, 802)
bottom-4-body-1: 2024 ರ ಅಂಕಿ ಅಂಶ ಪ್ರಕಾರ ರಾಜ್ಯದಲ್ಲಿ ಪ್ರಕರಣಗಳ ಸಂಖ್ಯೆ ಏರಿಕೆಯಾಗಿದೆ. ಇಲಾಖೆ ಬಿಡುಗಡೆ ಮಾಡಿರುವ ಅಂಕಿಅಂಶಗಳ ಪ್ರಕಾರ ಕ್ರಮವಾಗಿ 189 (2), 191 (2), 191 (3), 352, 103, 190 ಪ್ರಕರಣಗಳು ದಾಖಲಾಗಿವೆ. (537, 644, 727, 672)
right-body-3b: ನಾಯಿಗಳಿಗೆ ಆ್ಯಂಟಿ ರೇಬಿಸ್ ಲಸಿಕೆ ನೀಡಲು ಬಿಬಿಎಂಪಿ 5 ಕೋಟಿ ರೂ. ವೆಚ್ಚ ಮಾಡಲು ಮುಂದಾಗಿದೆ. ನಗರದಲ್ಲಿ ಸುಮಾರು 1.84 ಲಕ್ಷ ಬೀದಿ ನಾಯಿಗಳಿವೆ ಎಂದು ಸಮೀಕ್ಷೆ ಹೇಳಿದೆ. ಈ ಬಾರಿ ದೊಡ್ಡ ಪ್ರಮಾಣದಲ್ಲಿ ವ್ಯಾಕ್ಸಿನೇಷನ್ ಅಭಿಯಾನ ನಡೆಯಲಿದ್ದು, 4.98 ಕೋಟಿ ರೂ. ಅನುದಾನ ಮೀಸಲಿಡಲಾಗಿದೆ. (769, 519, 848, 607)
divider (10, 431, 176, 432)
divider (189, 318, 669, 320)
bottom-2-head-2: ಪ್ರತಿಭಟನೆ (249, 757, 294, 774)
bottom-1-head-4: ಅಭಿವೃದ್ಧಿ ಮಾದರಿ ಡಿಪಿ-ಒಎಸ್ ಭೀತಿ: (10, 806, 117, 817)
mid-right-story (439, 326, 670, 524)
photo-foundation-banner (189, 377, 434, 451)
mid-left-c4: ಈ ವೇಳೆ ವಿವಿಧ ಸಂಘಟನೆಗಳ ಮುಖಂಡರು, ಪದಾಧಿಕಾರಿಗಳು ಉಪಸ್ಥಿತರಿದ್ದರು. (356, 475, 433, 503)
right-dateline-2: ಬೆಂಗಳೂರು: (682, 519, 709, 527)
divider (446, 371, 670, 372)
main-para-1-text: ನನ್ನ ಪ್ರಾಣಕ್ಕೆ ಅಪಾಯ ಎದುರಾದರೆ ಅದಕ್ಕೆ ಶಾಸಕ ಸುರೇಶಗೌಡ ಕಾರಣ ಎಂದು ಮಾಜಿ ಸಚಿವರೊಬ್ಬರು ಸ್ಫೋಟಕ ಆರೋಪ ಮಾಡಿದ್ದಾರೆ. ಈ ಕುರಿತು ಪತ್ರಿಕಾಗೋಷ್ಠಿಯಲ್ಲಿ ಮಾತನಾಡಿದ ಅವರು, ನನ್ನ ಮೇಲೆ ಹಲ್ಲೆ ಮಾಡಲು ಸುಪಾರಿ ನೀಡಲಾಗಿದೆ ಎಂಬ ಮಾಹಿತಿ ಇದೆ ಎಂದು ಹೇಳಿದರು. (189, 142, 340, 189)
bottom-1-body-0b: ಸಭೆಯಲ್ಲಿ ಮಂಡಿಸಿದ ವರದಿ ಕುರಿತು ಸುದೀರ್ಘ ಚರ್ಚೆ ನಡೆಯಿತು. ಪ್ರತಿಪಕ್ಷಗಳು ಸದನದಲ್ಲಿ ಗದ್ದಲ ಸೃಷ್ಟಿಸಿದವು. ಸ್ಪೀಕರ್ ಸಭೆಯನ್ನು ಮುಂದೂಡಿದರು. (10, 670, 185, 688)
section-title: ಪ್ರದೇಶ– ಸಮಾಚಾರ (701, 16, 839, 39)
masthead (10, 8, 935, 61)
bottom-5-body-3: ಮಾರ್ಚ್ 2024 ರ ಅಂತ್ಯಕ್ಕೆ ಯೋಜನೆ ಪೂರ್ಣಗೊಳಿಸಲು ಗುರಿ ಹಾಕಿಕೊಳ್ಳಲಾಗಿದೆ. ಕಾಮಗಾರಿ ಗುಣಮಟ್ಟದಲ್ಲಿ ರಾಜಿ ಇಲ್ಲ ಎಂದು ಎಂಜಿನಿಯರ್ ತಿಳಿಸಿದರು. (740, 683, 935, 700)
continued-body-0: ಸದ್ಯ ತನಿಖೆಯ ಹಂತದಲ್ಲಿ ಪ್ರಕರಣ ಇರುವುದರಿಂದ ಹೆಚ್ಚಿನ ವಿವರ ನೀಡಲು ಸಾಧ್ಯವಿಲ್ಲ. ಆರೋಪಿಗಳ ಬಂಧನವಾದ ಬಳಿಕ ಎಲ್ಲವೂ ಬಯಲಾಗಲಿದೆ ಎಂದು ಅಧಿಕಾರಿಗಳು ಹೇಳಿದ್ದಾರೆ. (358, 692, 524, 720)
continued-head-0: ಬೆದರಿಕೆ ಕತೆ (415, 671, 467, 688)
left-body-3-text: ಮುನವಳ್ಳಿ ಪಟ್ಟಣದ ನಿವಾಸಿಗಳು ಕಳ್ಳರ ಕಾಟಕ್ಕೆ ಬೇಸತ್ತಿದ್ದಾರೆ. ರಾತ್ರಿ ವೇಳೆ ಮನೆಗಳಿಗೆ ಕನ್ನ ಹಾಕುವ ಕಳ್ಳರನ್ನು ಹಿಡಿಯಲು ಮಹಿಳೆಯರೇ ಬೀದಿಗಿಳಿದಿದ್ದಾರೆ. ಒನಕೆ, ಕೋಲು ಹಿಡಿದು ರಾತ್ರಿಯಿಡೀ ಗಸ್ತು ತಿರುಗುತ್ತಿದ್ದಾರೆ. ಪೊಲೀಸರಿಗೆ ಹಲವು ಬಾರಿ ದೂರು ನೀಡಿದರೂ ಪ್ರಯೋಜನವಾಗಿಲ್ಲ ಎಂಬುದು ಸ್ಥಳೀಯರ ಆರೋಪ. ಹೀಗಾಗಿ ಮಹಿಳೆಯರು ತಾವೇ ರಕ್ಷಣೆಗೆ ಮುಂದಾಗಿದ್ದಾರೆ. (10, 438, 177, 486)
bottom-2-head-4: ಸಮಿತಿ ರಚನೆ (198, 834, 236, 845)
left-subhead-text: 13 ಸದಸ್ಯ ಬಲದೊಂದಿಗೆ ಬಹುಮತ ಹೊಂದಿದ್ದ ಬಿಜೆಪಿ: (10, 282, 122, 290)
divider (10, 120, 176, 121)
main-para-2: ಜಿಲ್ಲೆಯಲ್ಲಿ ನಡೆಯುತ್ತಿರುವ ರಾಜಕೀಯ ಬೆಳವಣಿಗೆಗಳು ತೀವ್ರ ಕುತೂಹಲ ಮೂಡಿಸಿವೆ. ಮುಂಬರುವ ದಿನಗಳಲ್ಲಿ ಮತ್ತಷ್ಟು ದಾಖಲೆಗಳನ್ನು ಬಿಡುಗಡೆ ಮಾಡುವುದಾಗಿ ಅವರು ಎಚ್ಚರಿಕೆ ನೀಡಿದ್ದಾರೆ. (189, 191, 340, 219)
divider (682, 130, 935, 132)
continued-lead: 7 ಕ್ಕೆ ಪ್ರಕರಣಗಳು ಹೆಚ್ಚಾಗಿ ಕಂಡುಬಂದಿವೆ. ಆದ್ದರಿಂದ ಸಾರ್ವಜನಿಕರು ಎಚ್ಚರಿಕೆಯಿಂದ ಇರಬೇಕು ಎಂದು ಅಧಿಕಾರಿಗಳು ತಿಳಿಸಿದ್ದಾರೆ. (358, 648, 524, 666)
